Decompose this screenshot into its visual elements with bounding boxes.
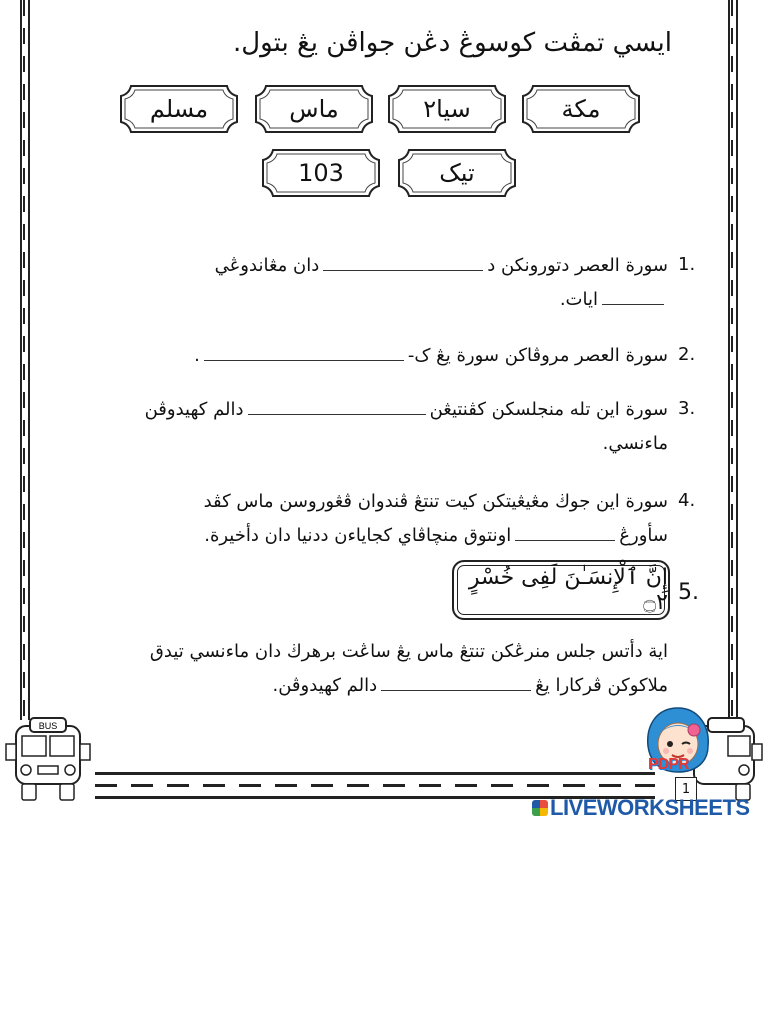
liveworksheets-logo[interactable]: LIVEWORKSHEETS bbox=[532, 795, 750, 821]
school-bus-icon bbox=[2, 712, 94, 806]
road-dashed-line bbox=[95, 784, 655, 787]
choice-box-sia2[interactable]: سيا٢ bbox=[385, 84, 509, 134]
answer-blank-3[interactable] bbox=[248, 394, 426, 415]
question-4-line-1: سورة اين جوڬ مڠيڠيتکن کيت تنتڠ ڤندوان ڤڠوروسن ماس کڤد bbox=[203, 491, 668, 512]
answer-blank-1b[interactable] bbox=[602, 284, 664, 305]
question-number-3: 3. bbox=[678, 398, 696, 419]
explanation-line-1: اية دأتس جلس منرڠکن تنتڠ ماس يڠ ساڠت برهرڬ دان ماءنسي تيدق bbox=[149, 641, 668, 662]
question-3-line-2: ماءنسي. bbox=[602, 433, 668, 454]
question-number-4: 4. bbox=[678, 490, 696, 511]
instruction-heading: ايسي تمڤت کوسوڠ دڠن جواڤن يڠ بتول. bbox=[233, 28, 672, 58]
answer-blank-2[interactable] bbox=[204, 340, 404, 361]
page-number: 1 bbox=[675, 777, 697, 801]
pdpr-badge: PDPR bbox=[648, 756, 689, 773]
choice-box-103[interactable]: 103 bbox=[259, 148, 383, 198]
question-number-2: 2. bbox=[678, 344, 696, 365]
answer-blank-4[interactable] bbox=[515, 520, 615, 541]
question-number-5: 5. bbox=[678, 580, 699, 605]
left-border-rail bbox=[20, 0, 30, 720]
right-border-rail bbox=[728, 0, 738, 720]
bus-sign-label: BUS bbox=[38, 721, 58, 731]
liveworksheets-logo-icon bbox=[532, 800, 548, 816]
choice-box-makkah[interactable]: مكة bbox=[519, 84, 643, 134]
quran-ayah-frame: إِنَّ ٱلْإِنسَـٰنَ لَفِى خُسْرٍ ۝٢ bbox=[452, 560, 670, 620]
explanation-line-2: ملاکوکن ڤرکارا يڠدالم کهيدوڤن. bbox=[60, 670, 668, 702]
answer-blank-5[interactable] bbox=[381, 670, 531, 691]
question-2-line-1: سورة العصر مروڤاکن سورة يڠ ک-. bbox=[60, 340, 668, 372]
question-4-line-2: سأورڠاونتوق منچاڤاي کجاياءن ددنيا دان دأخيرة. bbox=[40, 520, 668, 552]
choice-box-muslim[interactable]: مسلم bbox=[117, 84, 241, 134]
road-top-line bbox=[95, 772, 655, 775]
choice-box-tik[interactable]: تيک bbox=[395, 148, 519, 198]
answer-blank-1a[interactable] bbox=[323, 250, 483, 271]
question-1-line-2: ايات. bbox=[60, 284, 668, 316]
question-3-line-1: سورة اين تله منجلسکن کڤنتيڠندالم کهيدوڤن bbox=[40, 394, 668, 426]
question-number-1: 1. bbox=[678, 254, 696, 275]
question-1-line-1: سورة العصر دتورونکن ددان مڠاندوڠي bbox=[60, 250, 668, 282]
choice-box-mas[interactable]: ماس bbox=[252, 84, 376, 134]
